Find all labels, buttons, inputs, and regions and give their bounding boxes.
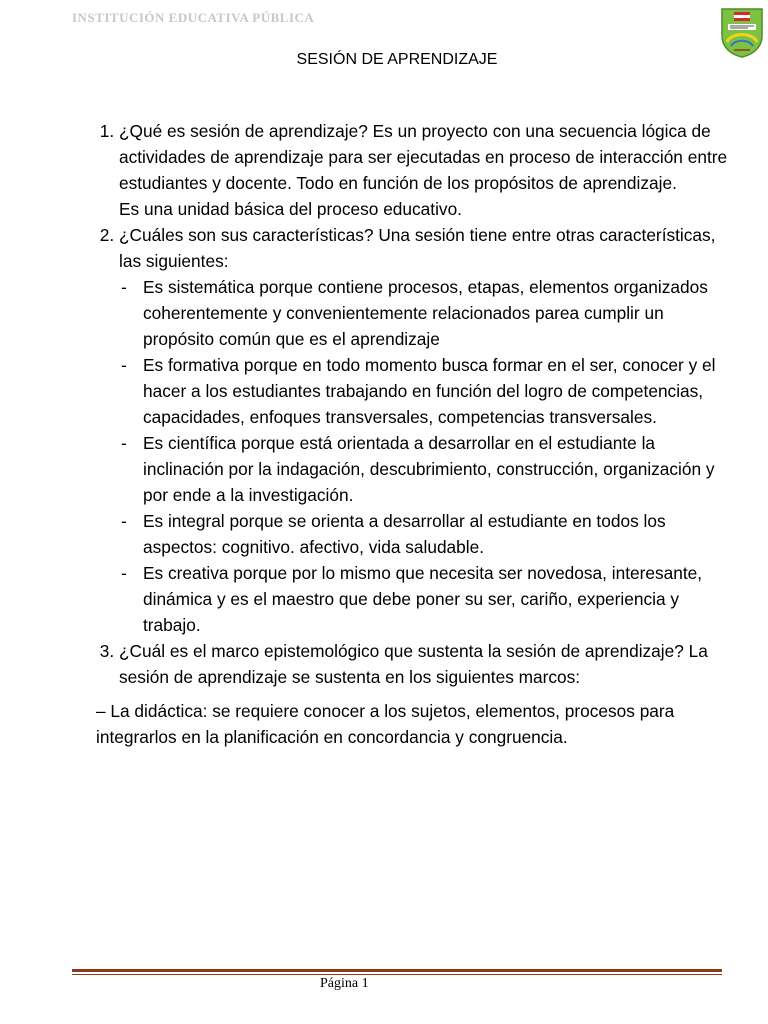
paragraph: 2. ¿Cuáles son sus características? Una sesión tiene entre otras características, las siguientes: [119,225,716,271]
question-item [119,638,736,690]
paragraph: Es una unidad básica del proceso educativo. [119,199,462,219]
list-item: - Es científica porque está orientada a desarrollar en el estudiante la inclinación por la indagación, descubrimiento, construcción, organización y por ende a la investigación. [119,430,736,508]
question-item [119,222,736,638]
document-body [96,118,736,750]
closing-paragraph: – La didáctica: se requiere conocer a los sujetos, elementos, procesos para integrarlos en la planificación en concordancia y congruencia. [96,701,675,747]
list-item: - Es sistemática porque contiene procesos, etapas, elementos organizados coherentemente y convenientemente relacionados parea cumplir un propósito común que es el aprendizaje [119,274,736,352]
header-text: INSTITUCIÓN EDUCATIVA PÚBLICA [72,10,315,24]
footer-rule [72,969,722,975]
question-item [119,118,736,222]
footer-rule-thick [72,969,722,972]
footer-rule-thin [72,974,722,975]
page-title: SESIÓN DE APRENDIZAJE [296,51,498,68]
page-number: Página 1 [320,976,369,991]
paragraph: 1. ¿Qué es sesión de aprendizaje? Es un proyecto con una secuencia lógica de actividades de aprendizaje para ser ejecutadas en proceso de interacción entre estudiantes y docente. Todo en función de los propósitos de aprendizaje. [119,121,728,193]
list-item: - Es creativa porque por lo mismo que necesita ser novedosa, interesante, dinámica y es el maestro que debe poner su ser, cariño, experiencia y trabajo. [119,560,736,638]
characteristics-list [119,274,736,638]
list-item: - Es formativa porque en todo momento busca formar en el ser, conocer y el hacer a los estudiantes trabajando en función del logro de competencias, capacidades, enfoques transversales, competencias transversales. [119,352,736,430]
list-item: - Es integral porque se orienta a desarrollar al estudiante en todos los aspectos: cognitivo. afectivo, vida saludable. [119,508,736,560]
paragraph: 3. ¿Cuál es el marco epistemológico que sustenta la sesión de aprendizaje? La sesión de aprendizaje se sustenta en los siguientes marcos: [119,641,708,687]
question-list [96,118,736,690]
